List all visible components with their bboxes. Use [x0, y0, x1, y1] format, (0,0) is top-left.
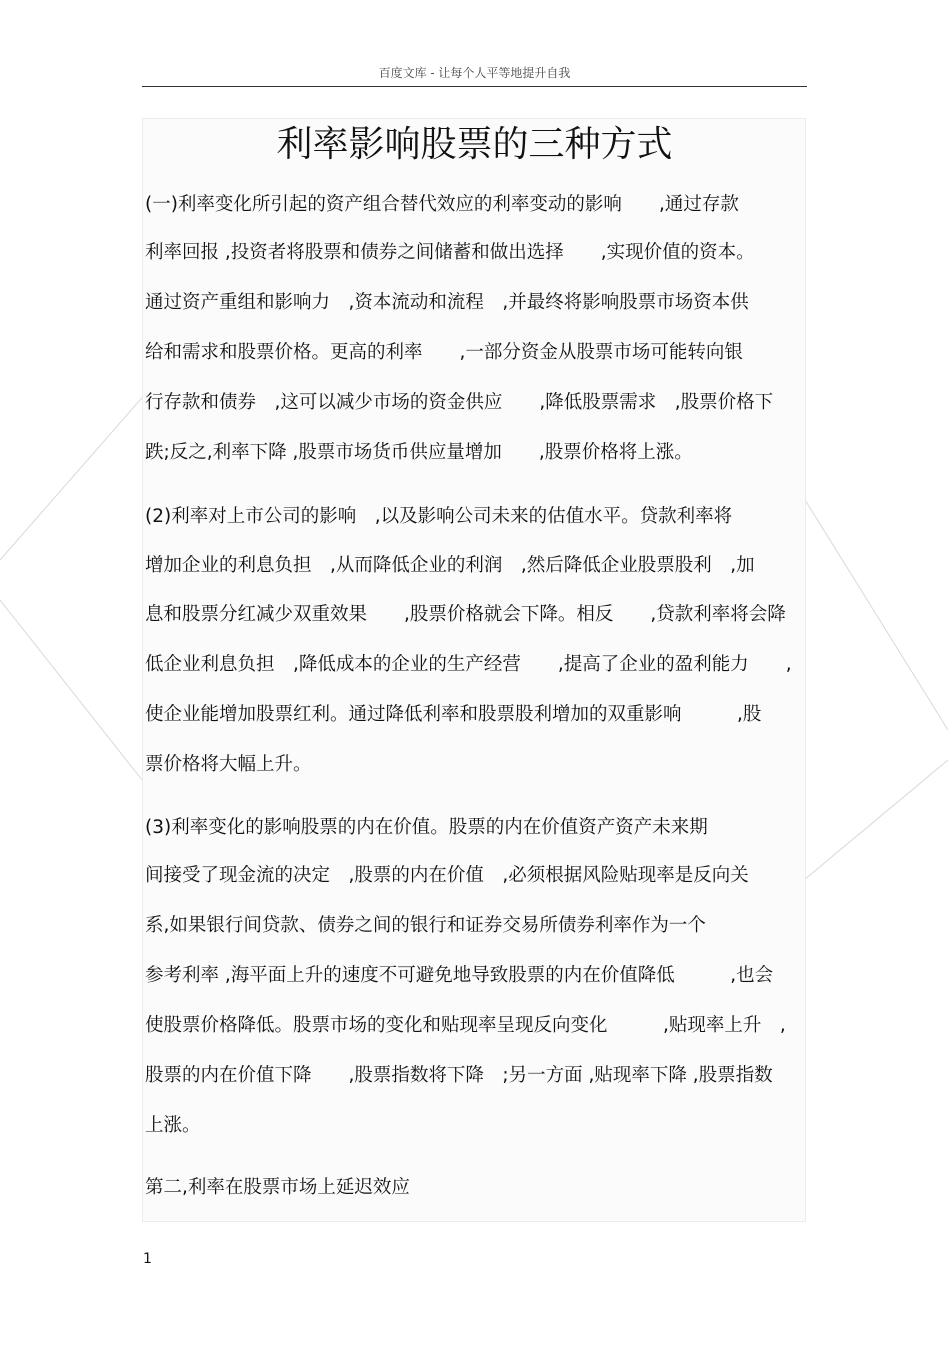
text-line: 增加企业的利息负担 ,从而降低企业的利润 ,然后降低企业股票股利 ,加	[145, 555, 755, 576]
document-title: 利率影响股票的三种方式	[276, 124, 673, 165]
text-line: (3)利率变化的影响股票的内在价值。股票的内在价值资产资产未来期	[145, 817, 708, 838]
text-line: 使股票价格降低。股票市场的变化和贴现率呈现反向变化 ,贴现率上升 ,	[145, 1015, 786, 1036]
text-line: 跌;反之,利率下降 ,股票市场货币供应量增加 ,股票价格将上涨。	[145, 442, 693, 463]
text-line: 行存款和债券 ,这可以减少市场的资金供应 ,降低股票需求 ,股票价格下	[145, 392, 774, 413]
text-line: 低企业利息负担 ,降低成本的企业的生产经营 ,提高了企业的盈利能力 ,	[145, 654, 792, 675]
text-line: (2)利率对上市公司的影响 ,以及影响公司未来的估值水平。贷款利率将	[145, 506, 733, 527]
text-line: 股票的内在价值下降 ,股票指数将下降 ;另一方面 ,贴现率下降 ,股票指数	[145, 1065, 773, 1086]
text-line: 上涨。	[145, 1115, 201, 1136]
text-line: 息和股票分红减少双重效果 ,股票价格就会下降。相反 ,贷款利率将会降	[145, 604, 786, 625]
text-line: (一)利率变化所引起的资产组合替代效应的利率变动的影响 ,通过存款	[145, 194, 739, 215]
text-line: 给和需求和股票价格。更高的利率 ,一部分资金从股票市场可能转向银	[145, 342, 743, 363]
text-line: 使企业能增加股票红利。通过降低利率和股票股利增加的双重影响 ,股	[145, 704, 762, 725]
page-number: 1	[143, 1251, 152, 1267]
text-line: 系,如果银行间贷款、债券之间的银行和证券交易所债券利率作为一个	[145, 915, 706, 936]
header-divider	[142, 86, 807, 87]
text-line: 通过资产重组和影响力 ,资本流动和流程 ,并最终将影响股票市场资本供	[145, 292, 749, 313]
text-line: 间接受了现金流的决定 ,股票的内在价值 ,必须根据风险贴现率是反向关	[145, 865, 749, 886]
section-heading: 第二,利率在股票市场上延迟效应	[145, 1177, 410, 1198]
text-line: 票价格将大幅上升。	[145, 754, 312, 775]
text-line: 利率回报 ,投资者将股票和债券之间储蓄和做出选择 ,实现价值的资本。	[145, 242, 755, 263]
page-header: 百度文库 - 让每个人平等地提升自我	[378, 66, 571, 80]
text-line: 参考利率 ,海平面上升的速度不可避免地导致股票的内在价值降低 ,也会	[145, 965, 774, 986]
